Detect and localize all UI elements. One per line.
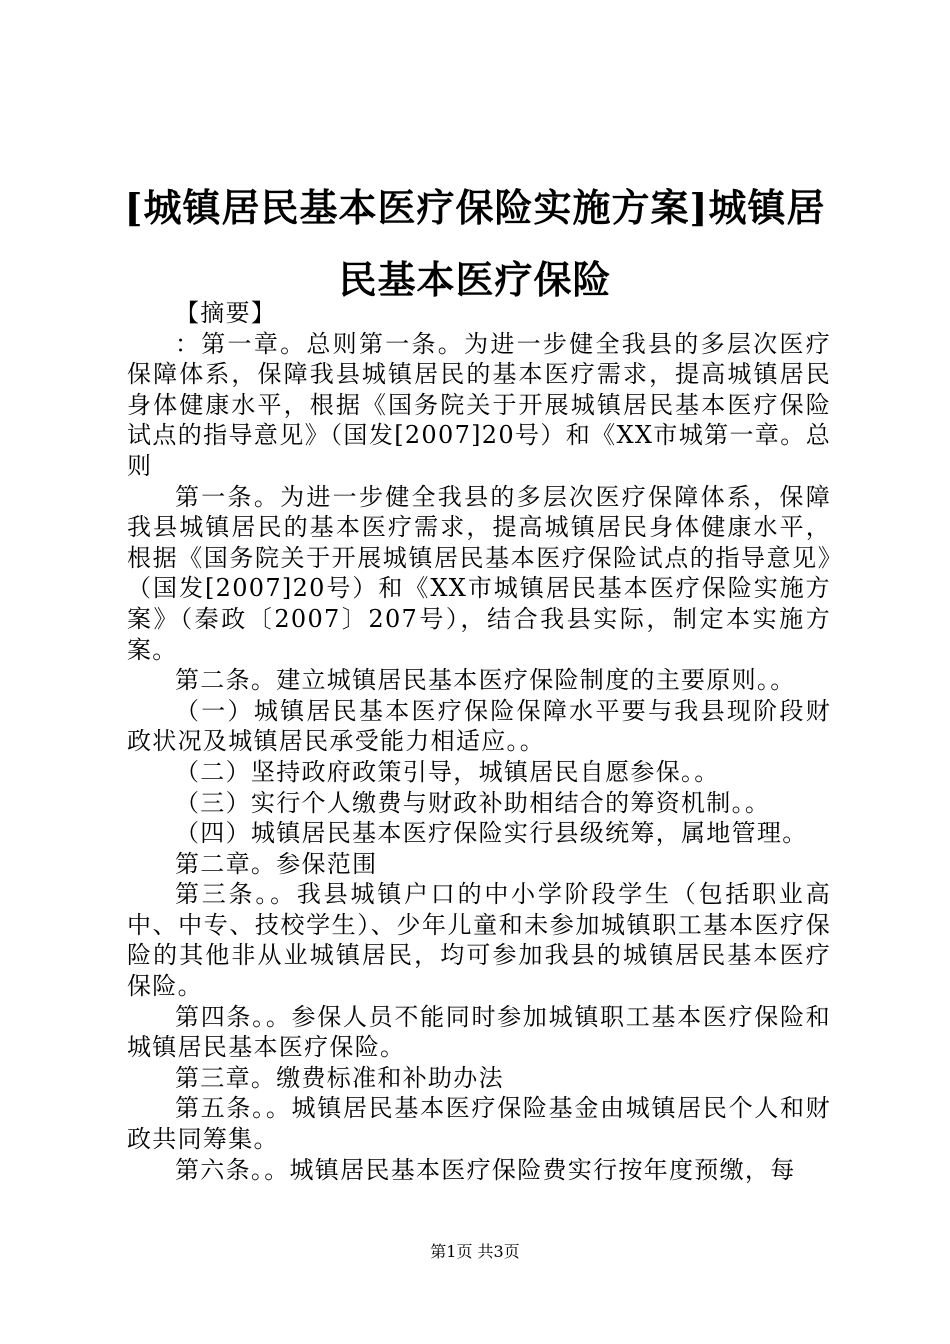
article-1-paragraph: 第一条。为进一步健全我县的多层次医疗保障体系，保障我县城镇居民的基本医疗需求，提高城镇居民身体健康水平，根据《国务院关于开展城镇居民基本医疗保险试点的指导意见》（国发[2007]20号）和《XX市城镇居民基本医疗保险实施方案》（秦政〔2007〕207号），结合我县实际，制定本实施方案。: [127, 482, 831, 664]
principle-2-paragraph: （二）坚持政府政策引导，城镇居民自愿参保。。: [175, 757, 720, 786]
principle-3-paragraph: （三）实行个人缴费与财政补助相结合的筹资机制。。: [175, 788, 771, 817]
document-body: [127, 298, 831, 1185]
article-6-paragraph: 第六条。。城镇居民基本医疗保险费实行按年度预缴，每: [175, 1155, 796, 1184]
article-3-paragraph: 第三条。。我县城镇户口的中小学阶段学生（包括职业高中、中专、技校学生）、少年儿童和未参加城镇职工基本医疗保险的其他非从业城镇居民，均可参加我县的城镇居民基本医疗保险。: [127, 880, 831, 1001]
principle-4-paragraph: （四）城镇居民基本医疗保险实行县级统筹，属地管理。: [175, 819, 808, 848]
abstract-paragraph: ：第一章。总则第一条。为进一步健全我县的多层次医疗保障体系，保障我县城镇居民的基本医疗需求，提高城镇居民身体健康水平，根据《国务院关于开展城镇居民基本医疗保险试点的指导意见》（国发[2007]20号）和《XX市城第一章。总则: [127, 329, 831, 480]
principle-1-paragraph: （一）城镇居民基本医疗保险保障水平要与我县现阶段财政状况及城镇居民承受能力相适应。。: [127, 696, 831, 756]
document-title: [城镇居民基本医疗保险实施方案]城镇居民基本医疗保险: [124, 185, 826, 302]
article-4-paragraph: 第四条。。参保人员不能同时参加城镇职工基本医疗保险和城镇居民基本医疗保险。: [127, 1002, 831, 1062]
abstract-heading: 【摘要】: [175, 299, 277, 327]
page-footer: 第1页 共3页: [430, 1242, 520, 1261]
article-2-paragraph: 第二条。建立城镇居民基本医疗保险制度的主要原则。。: [175, 666, 796, 695]
article-5-paragraph: 第五条。。城镇居民基本医疗保险基金由城镇居民个人和财政共同筹集。: [127, 1094, 831, 1154]
chapter-2-heading: 第二章。参保范围: [175, 849, 378, 878]
chapter-3-heading: 第三章。缴费标准和补助办法: [175, 1063, 504, 1092]
